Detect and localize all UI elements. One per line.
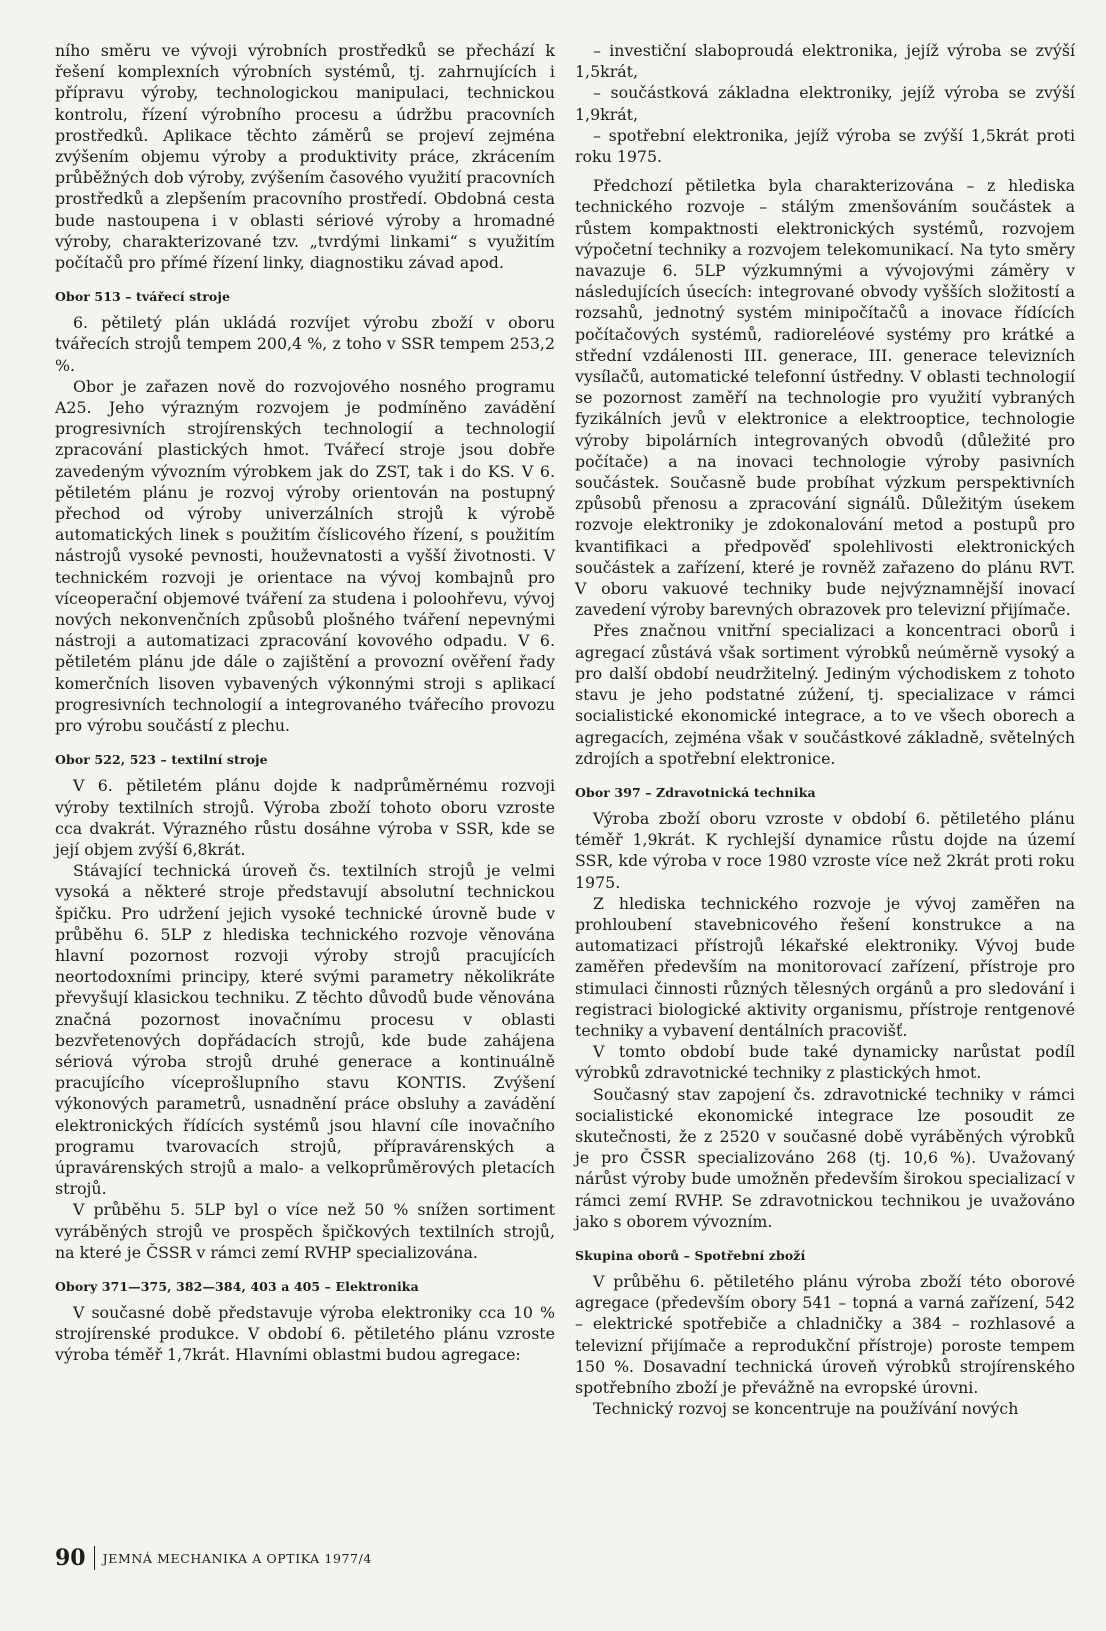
paragraph: Obor je zařazen nově do rozvojového nosného programu A25. Jeho výrazným rozvojem je podmíněno zavádění progresivních strojírenských technologií a technologií zpracování plastických hmot. Tvářecí stroje jsou dobře zavedeným vývozním výrobkem jak do ZST, tak i do KS. V 6. pětiletém plánu je rozvoj výroby orientován na postupný přechod od výroby univerzálních strojů k výrobě automatických linek s použitím číslicového řízení, s použitím nástrojů vysoké pevnosti, houževnatosti a vyšší životnosti. V technickém rozvoji je orientace na vývoj kombajnů pro víceoperační objemové tváření za studena i poloohřevu, vývoj nových nekonvenčních způsobů plošného tváření nepevnými nástroji a automatizaci zpracování kovového odpadu. V 6. pětiletém plánu jde dále o zajištění a provozní ověření řady komerčních lisoven vybavených výkonnými stroji s aplikací progresivních technologií a integrovaného tvářecího provozu pro výrobu součástí z plechu. [55, 376, 555, 736]
paragraph: Předchozí pětiletka byla charakterizována – z hlediska technického rozvoje – stálým zmenšováním součástek a růstem kompaktnosti elektronických systémů, rozvojem výpočetní techniky a rozvojem telekomunikací. Na tyto směry navazuje 6. 5LP výzkumnými a vývojovými záměry v následujících úsecích: integrované obvody vyšších složitostí a rozsahů, jednotný systém minipočítačů a inovace řídících počítačových systémů, radioreléové systémy pro krátké a střední vzdálenosti III. generace, III. generace televizních vysílačů, automatické telefonní ústředny. V oblasti technologií se pozornost zaměří na technologie pro využití vybraných fyzikálních jevů v elektronice a elektrooptice, technologie výroby bipolárních integrovaných obvodů (důležité pro počítače) a na inovaci technologie výroby pasivních součástek. Současně bude probíhat výzkum perspektivních způsobů přenosu a zpracování signálů. Důležitým úsekem rozvoje elektroniky je zdokonalování metod a postupů pro kvantifikaci a předpověď spolehlivosti elektronických součástek a zařízení, které je rovněž zařazeno do plánu RVT. V oboru vakuové techniky bude nejvýznamnější inovací zavedení výroby barevných obrazovek pro televizní přijímače. [575, 176, 1075, 620]
paragraph: V průběhu 5. 5LP byl o více než 50 % snížen sortiment vyráběných strojů ve prospěch špičkových textilních strojů, na které je ČSSR v rámci zemí RVHP specializována. [55, 1200, 555, 1262]
list-item: – součástková základna elektroniky, jejíž výroba se zvýší 1,9krát, [575, 83, 1075, 124]
list-item: – investiční slaboproudá elektronika, jejíž výroba se zvýší 1,5krát, [575, 41, 1075, 82]
paragraph: Přes značnou vnitřní specializaci a koncentraci oborů i agregací zůstává však sortiment výrobků neúměrně vysoký a pro další období neudržitelný. Jediným východiskem z tohoto stavu je jeho podstatné zúžení, tj. specializace v rámci socialistické ekonomické integrace, a to ve všech oborech a agregacích, zejména však v součástkové základně, světelných zdrojích a spotřební elektronice. [575, 621, 1075, 768]
section-heading-obor-397: Obor 397 – Zdravotnická technika [575, 784, 816, 800]
journal-title: JEMNÁ MECHANIKA A OPTIKA 1977/4 [102, 1550, 372, 1566]
paragraph: Stávající technická úroveň čs. textilních strojů je velmi vysoká a některé stroje představují absolutní technickou špičku. Pro udržení jejich vysoké technické úrovně bude v průběhu 6. 5LP z hlediska technického rozvoje věnována hlavní pozornost rozvoji výroby strojů pracujících neortodoxními principy, které svými parametry několikráte převyšují klasickou techniku. Z těchto důvodů bude věnována značná pozornost inovačnímu procesu v oblasti bezvřetenových dopřádacích strojů, kde bude zahájena sériová výroba strojů druhé generace a kontinuálně pracujícího víceprošlupního stavu KONTIS. Zvýšení výkonových parametrů, usnadnění práce obsluhy a zavádění elektronických řídících systémů jsou hlavní cíle inovačního programu tvarovacích strojů, přípravárenských a úpravárenských strojů a malo- a velkoprůměrových pletacích strojů. [55, 861, 555, 1199]
paragraph: Technický rozvoj se koncentruje na používání nových [593, 1399, 1019, 1419]
section-heading-spotrebni-zbozi: Skupina oborů – Spotřební zboží [575, 1247, 806, 1263]
paragraph: V tomto období bude také dynamicky narůstat podíl výrobků zdravotnické techniky z plastických hmot. [575, 1042, 1075, 1083]
paragraph: 6. pětiletý plán ukládá rozvíjet výrobu zboží v oboru tvářecích strojů tempem 200,4 %, z toho v SSR tempem 253,2 %. [55, 313, 555, 375]
paragraph: V současné době představuje výroba elektroniky cca 10 % strojírenské produkce. V období 6. pětiletého plánu vzroste výroba téměř 1,7krát. Hlavními oblastmi budou agregace: [55, 1302, 555, 1365]
section-heading-obor-522-523: Obor 522, 523 – textilní stroje [55, 752, 268, 768]
paragraph: ního směru ve vývoji výrobních prostředků se přechází k řešení komplexních výrobních systémů, tj. zahrnujících i přípravu výroby, technologickou manipulaci, technickou kontrolu, řízení výrobního procesu a údržbu pracovních prostředků. Aplikace těchto záměrů se projeví zejména zvýšením objemu výroby a produktivity práce, zkrácením průběžných dob výroby, zvýšením časového využití pracovních prostředků a zlepšením pracovního prostředí. Obdobná cesta bude nastoupena i v oblasti sériové výroby a hromadné výroby, charakterizované tzv. „tvrdými linkami“ s využitím počítačů pro přímé řízení linky, diagnostiku závad apod. [55, 41, 555, 273]
paragraph: Současný stav zapojení čs. zdravotnické techniky v rámci socialistické ekonomické integrace lze posoudit ze skutečnosti, že z 2520 v současné době vyráběných výrobků je pro ČSSR specializováno 268 (tj. 10,6 %). Uvažovaný nárůst výroby bude umožněn především širokou specializací v rámci zemí RVHP. Se zdravotnickou technikou je uvažováno jako s oborem vývozním. [575, 1084, 1075, 1231]
paragraph: Výroba zboží oboru vzroste v období 6. pětiletého plánu téměř 1,9krát. K rychlejší dynamice růstu dojde na území SSR, kde výroba v roce 1980 vzroste více než 2krát proti roku 1975. [575, 808, 1075, 892]
paragraph: V průběhu 6. pětiletého plánu výroba zboží této oborové agregace (především obory 541 – topná a varná zařízení, 542 – elektrické spotřebiče a chladničky a 384 – rozhlasové a televizní přijímače a reprodukční přístroje) poroste tempem 150 %. Dosavadní technická úroveň výrobků strojírenského spotřebního zboží je převážně na evropské úrovni. [575, 1271, 1075, 1397]
section-heading-obor-513: Obor 513 – tvářecí stroje [55, 289, 231, 305]
page-number: 90 [55, 1545, 86, 1571]
paragraph: Z hlediska technického rozvoje je vývoj zaměřen na prohloubení stavebnicového řešení konstrukce a na automatizaci přístrojů lékařské elektroniky. Vývoj bude zaměřen především na monitorovací zařízení, přístroje pro stimulaci činnosti různých tělesných orgánů a pro sledování i registraci biologické aktivity organismu, přístroje rentgenové techniky a vybavení dentálních pracovišť. [575, 893, 1075, 1040]
section-heading-elektronika: Obory 371—375, 382—384, 403 a 405 – Elektronika [55, 1278, 419, 1294]
page-footer [55, 1545, 372, 1571]
paragraph: V 6. pětiletém plánu dojde k nadprůměrnému rozvoji výroby textilních strojů. Výroba zboží tohoto oboru vzroste cca dvakrát. Výrazného růstu dosáhne výroba v SSR, kde se její objem zvýší 6,8krát. [55, 776, 555, 859]
list-item: – spotřební elektronika, jejíž výroba se zvýší 1,5krát proti roku 1975. [575, 125, 1075, 167]
left-column [55, 40, 555, 1366]
right-column [575, 40, 1075, 1419]
footer-divider [94, 1546, 95, 1570]
